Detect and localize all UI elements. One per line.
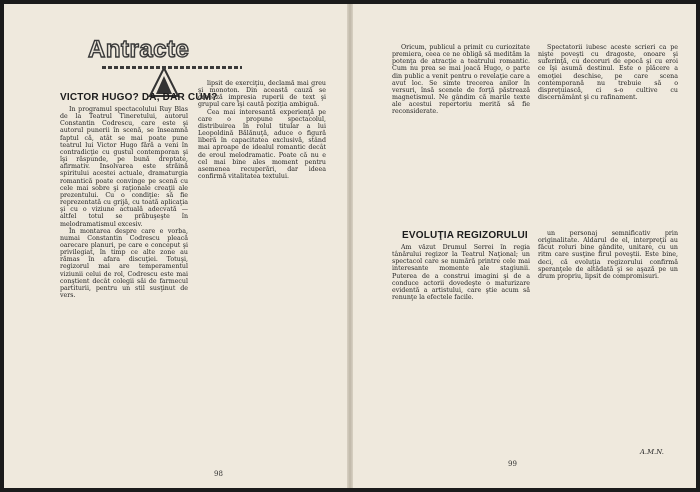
article-column-6 (538, 230, 678, 442)
signature: A.M.N. (640, 448, 664, 456)
magazine-spread (4, 4, 696, 488)
paragraph: Spectatorii iubesc aceste scrieri ca pe nişte poveşti cu dragoste, onoare şi suferinţă, cu decoruri de epocă şi cu eroi ce îşi asumă destinul. Este o plăcere a emoţiei deschise, pe care scena contemporană nu trebuie să o dispreţuiască, ci s-o cultive cu discernământ şi cu rafinament. (538, 44, 678, 102)
paragraph: Oricum, publicul a primit cu curiozitate premiera, ceea ce ne obligă să medităm la potenţa de atracţie a teatrului romantic. Cum nu prea se mai joacă Hugo, o parte din public a venit pentru o revelaţie care a avut loc. Se simte trecerea anilor în versuri, însă scenele de forţă păstrează magnetismul. Ne gândim că marile texte ale acestui repertoriu merită să fie reconsiderate. (392, 44, 530, 116)
article-heading: EVOLUŢIA REGIZORULUI (402, 230, 528, 241)
article-column-1 (60, 106, 188, 456)
paragraph: Am văzut Drumul Serrei în regia tânărului regizor la Teatrul Naţional; un spectacol care se numără printre cele mai interesante momente ale stagiunii. Puterea de a construi imagini şi de a conduce actorii dovedeşte o maturizare evidentă a artistului, care ştie acum să renunţe la efectele facile. (392, 244, 530, 302)
article-heading: VICTOR HUGO? DA, DAR CUM? (60, 92, 218, 103)
article-column-3 (392, 44, 530, 216)
page-number-left: 98 (214, 470, 223, 478)
right-page (350, 4, 696, 488)
article-column-2 (198, 80, 326, 456)
section-banner (74, 34, 240, 74)
paragraph: In programul spectacolului Ruy Blas de la Teatrul Tineretului, autorul Constantin Codrescu, care este şi autorul punerii în scenă, se înseamnă faptul că, atât se mai poate pune teatrul lui Victor Hugo fără a veni în contradicţie cu gustul contemporan şi îşi răspunde, pe bună dreptate, afirmativ. Insolvarea este străină spiritului acestei actuale, dramaturgia romantică poate convinge pe scenă cu cele mai sobre şi raţionale creaţii ale prezentului. Cu o condiţie: să fie reprezentată cu grijă, cu toată aplicaţia şi cu o viziune actuală adecvată — altfel totul se prăbuşeşte în melodramatismul excesiv. (60, 106, 188, 228)
paragraph: un personaj semnificativ prin originalitate. Aldarul de el, interpreţii au făcut roluri bine gândite, unitare, cu un ritm care susţine firul poveştii. Este bine, deci, că evoluţia regizorului confirmă speranţele de altădată şi se aşază pe un drum propriu, lipsit de compromisuri. (538, 230, 678, 280)
article-column-5 (392, 244, 530, 460)
article-column-4 (538, 44, 678, 216)
left-page (4, 4, 350, 488)
banner-underline (102, 66, 242, 69)
paragraph: lipsit de exerciţiu, declamă mai greu şi monoton. Din această cauză se creează impresia ruperii de text şi grupul care îşi caută poziţia ambiguă. (198, 80, 326, 109)
paragraph: În montarea despre care e vorba, numai Constantin Codrescu pleacă oarecare planuri, pe care e conceput şi privilegiat, în timp ce alte zone au rămas în afara discuţiei. Totuşi, regizorul mai are temperamentul viziunii celui de rol, Codrescu este mai conştient decât colegii săi de farmecul partiturii, pentru un stil susţinut de vers. (60, 227, 188, 300)
page-number-right: 99 (508, 460, 517, 468)
paragraph: Cea mai interesantă experienţă pe care o propune spectacolul, distribuirea în rolul titular a lui Leopoldină Bălănuţă, aduce o figură liberă în capacitatea exclusivă, stând mai aproape de idealul romantic decât de eroul melodramatic. Poate că nu e cel mai bine ales moment pentru asemenea recuperări, dar ideea confirmă vitalitatea textului. (198, 108, 326, 181)
banner-title: Antracte (88, 36, 190, 63)
